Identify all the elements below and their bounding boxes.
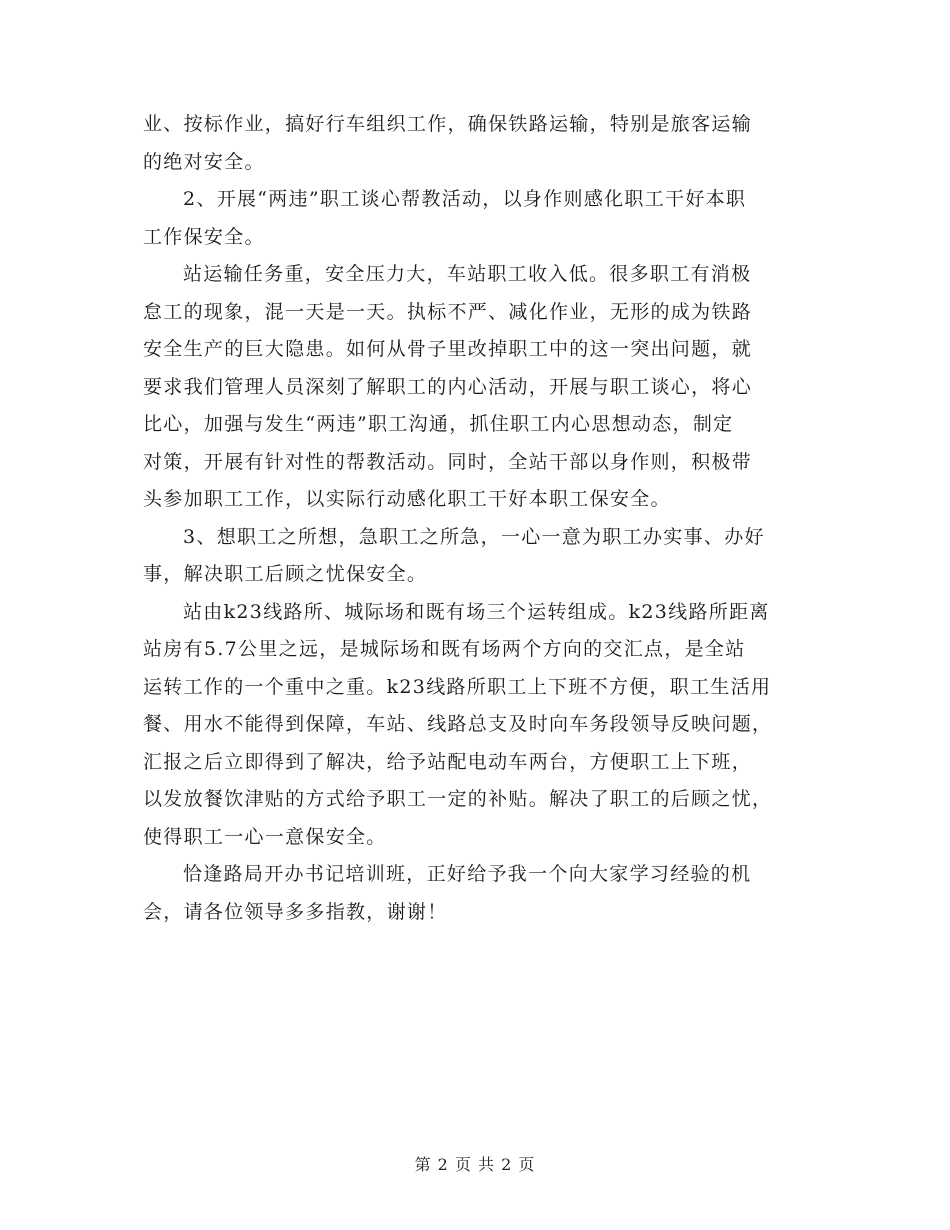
text-line-11: 头参加职工工作，以实际行动感化职工干好本职工保安全。	[143, 488, 671, 510]
text-line-6: 怠工的现象，混一天是一天。执标不严、减化作业，无形的成为铁路	[143, 300, 753, 323]
text-line-20: 使得职工一心一意保安全。	[143, 825, 387, 848]
text-line-15: 站房有5.7公里之远，是城际场和既有场两个方向的交汇点，是全站	[143, 638, 746, 660]
text-line-10: 对策，开展有针对性的帮教活动。同时，全站干部以身作则，积极带	[143, 450, 753, 473]
text-line-9: 比心，加强与发生“两违”职工沟通，抓住职工内心思想动态，制定	[143, 413, 734, 435]
text-line-2: 的绝对安全。	[143, 150, 265, 173]
text-line-8: 要求我们管理人员深刻了解职工的内心活动，开展与职工谈心，将心	[143, 375, 753, 398]
text-line-18: 汇报之后立即得到了解决，给予站配电动车两台，方便职工上下班，	[143, 750, 753, 773]
text-line-21: 恰逢路局开办书记培训班，正好给予我一个向大家学习经验的机	[183, 863, 752, 885]
text-line-12: 3、想职工之所想，急职工之所急，一心一意为职工办实事、办好	[183, 525, 765, 548]
text-line-19: 以发放餐饮津贴的方式给予职工一定的补贴。解决了职工的后顾之忧，	[143, 788, 773, 810]
text-line-4: 工作保安全。	[143, 225, 265, 248]
text-line-22: 会，请各位领导多多指教，谢谢！	[143, 900, 448, 923]
text-line-16: 运转工作的一个重中之重。k23线路所职工上下班不方便，职工生活用	[143, 675, 772, 698]
text-line-5: 站运输任务重，安全压力大，车站职工收入低。很多职工有消极	[183, 263, 752, 285]
text-line-17: 餐、用水不能得到保障，车站、线路总支及时向车务段领导反映问题，	[143, 713, 773, 735]
text-line-3: 2、开展“两违”职工谈心帮教活动，以身作则感化职工干好本职	[183, 188, 747, 210]
text-line-14: 站由k23线路所、城际场和既有场三个运转组成。k23线路所距离	[183, 600, 770, 623]
text-line-7: 安全生产的巨大隐患。如何从骨子里改掉职工中的这一突出问题，就	[143, 338, 753, 360]
text-line-13: 事，解决职工后顾之忧保安全。	[143, 563, 428, 585]
page-number: 第 2 页 共 2 页	[414, 1155, 536, 1174]
document-body	[143, 106, 813, 931]
text-line-1: 业、按标作业，搞好行车组织工作，确保铁路运输，特别是旅客运输	[143, 113, 753, 135]
